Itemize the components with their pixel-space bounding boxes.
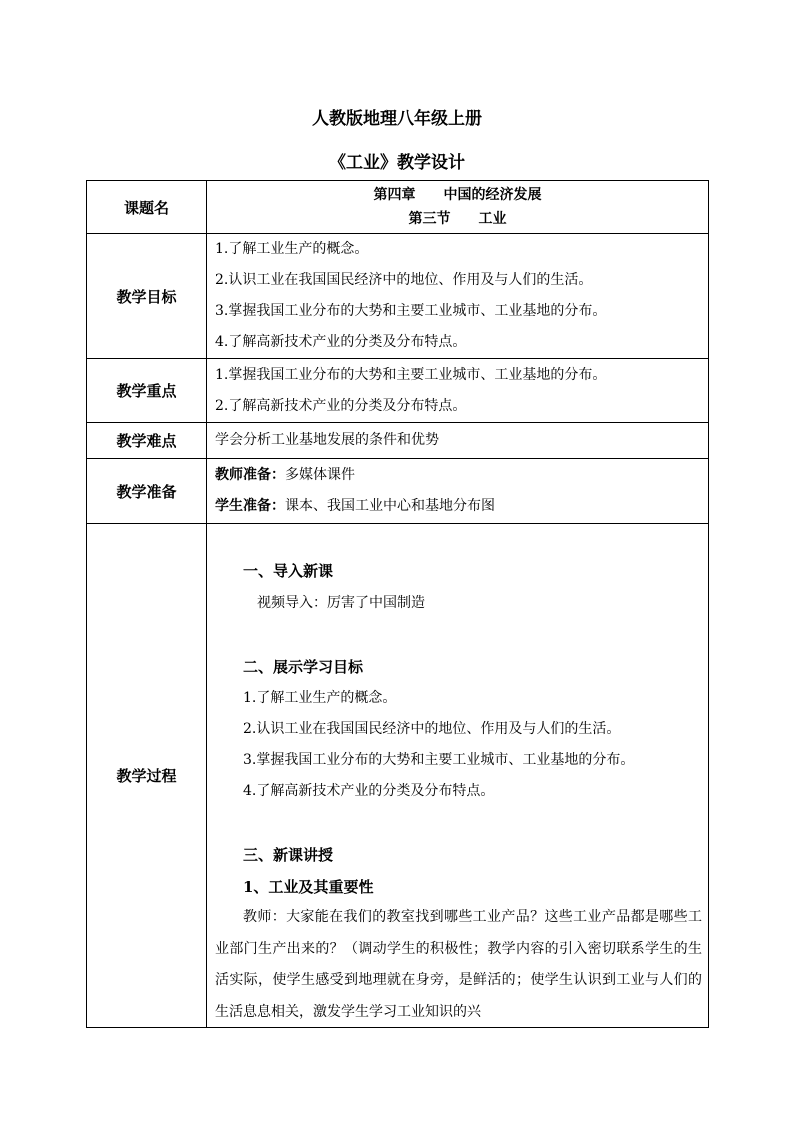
intro-text: 视频导入：厉害了中国制造 [257, 595, 425, 611]
key-points-row [87, 359, 709, 423]
teacher-paragraph: 教师：大家能在我们的教室找到哪些工业产品？这些工业产品都是哪些工业部门生产出来的？（调动学生的积极性；教学内容的引入密切联系学生的生活实际，使学生感受到地理就在身旁，是鲜活的；使学生认识到工业与人们的生活息息相关，激发学生学习工业知识的兴 [215, 909, 702, 1020]
goals-row [87, 234, 709, 359]
goal-item: 1.了解工业生产的概念。 [215, 241, 369, 257]
process-row [87, 524, 709, 1028]
objective-item: 4.了解高新技术产业的分类及分布特点。 [243, 783, 495, 799]
key-point-item: 1.掌握我国工业分布的大势和主要工业城市、工业基地的分布。 [215, 366, 607, 383]
teacher-preparation-label: 教师准备： [215, 467, 285, 483]
goal-item: 4.了解高新技术产业的分类及分布特点。 [215, 334, 467, 350]
student-preparation [215, 491, 702, 522]
difficulty-label: 教学难点 [87, 423, 207, 459]
difficulty-row [87, 423, 709, 459]
key-point-item: 2.了解高新技术产业的分类及分布特点。 [215, 397, 467, 414]
difficulty-text: 学会分析工业基地发展的条件和优势 [215, 432, 439, 448]
topic-label: 课题名 [87, 181, 207, 234]
section-heading: 三、新课讲授 [243, 846, 334, 864]
process-content [207, 524, 709, 1028]
student-preparation-text: 课本、我国工业中心和基地分布图 [285, 498, 495, 514]
objective-item: 2.认识工业在我国国民经济中的地位、作用及与人们的生活。 [243, 721, 621, 737]
objective-item: 1.了解工业生产的概念。 [243, 690, 397, 706]
subsection-heading: 1、工业及其重要性 [243, 878, 374, 896]
teacher-preparation-text: 多媒体课件 [285, 467, 355, 483]
goals-label: 教学目标 [87, 234, 207, 359]
process-label: 教学过程 [87, 524, 207, 1028]
section-heading: 一、导入新课 [243, 562, 334, 580]
document-title: 人教版地理八年级上册 [312, 109, 482, 129]
preparation-content [207, 459, 709, 524]
topic-row [87, 181, 709, 234]
key-points-label: 教学重点 [87, 359, 207, 423]
difficulty-content [207, 423, 709, 459]
student-preparation-label: 学生准备： [215, 498, 285, 514]
goals-content [207, 234, 709, 359]
objective-item: 3.掌握我国工业分布的大势和主要工业城市、工业基地的分布。 [243, 752, 635, 768]
goal-item: 2.认识工业在我国国民经济中的地位、作用及与人们的生活。 [215, 272, 593, 288]
goal-item: 3.掌握我国工业分布的大势和主要工业城市、工业基地的分布。 [215, 303, 607, 319]
lesson-plan-table [86, 180, 709, 1028]
section-heading: 二、展示学习目标 [243, 658, 364, 676]
key-points-content [207, 359, 709, 423]
teacher-preparation [215, 460, 702, 491]
section-title: 第三节 工业 [408, 211, 507, 227]
preparation-label: 教学准备 [87, 459, 207, 524]
topic-content [207, 181, 709, 234]
preparation-row [87, 459, 709, 524]
chapter-title: 第四章 中国的经济发展 [373, 187, 542, 203]
document-subtitle: 《工业》教学设计 [329, 153, 465, 173]
